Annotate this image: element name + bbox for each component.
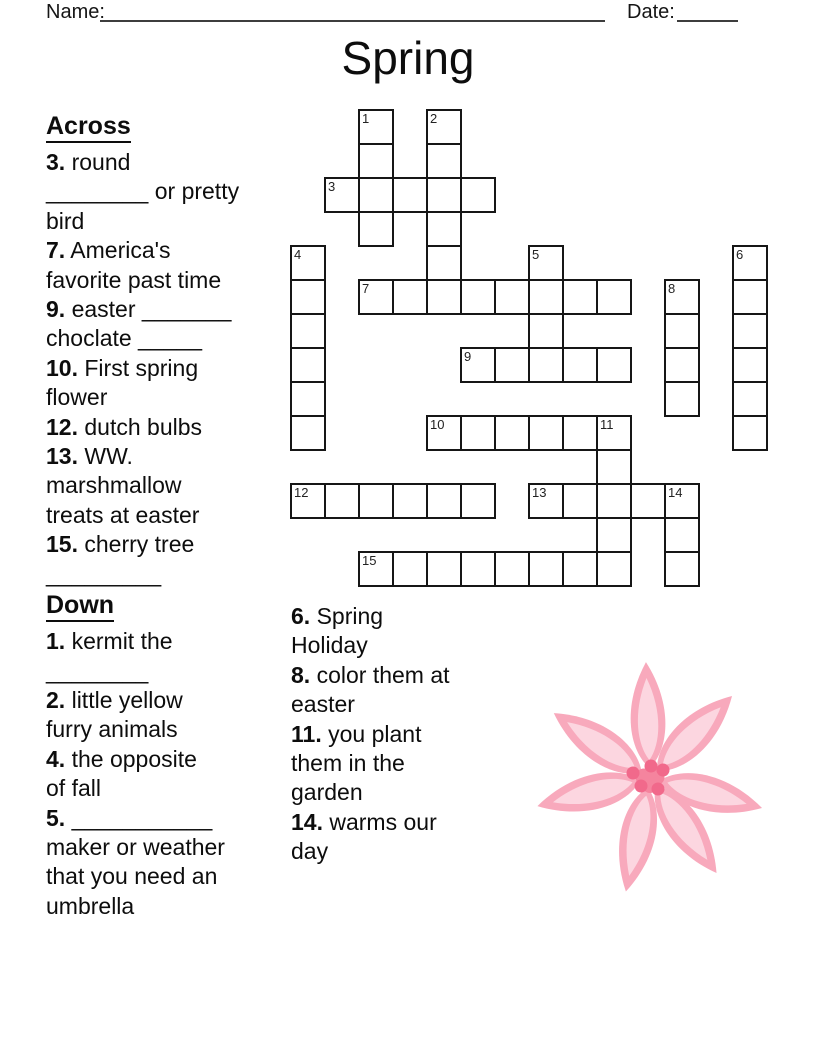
grid-cell[interactable] bbox=[562, 551, 598, 587]
grid-cell[interactable] bbox=[426, 245, 462, 281]
cell-number: 5 bbox=[532, 247, 540, 262]
grid-cell-3[interactable] bbox=[324, 177, 360, 213]
grid-cell[interactable] bbox=[596, 551, 632, 587]
cell-number: 6 bbox=[736, 247, 744, 262]
cell-number: 15 bbox=[362, 553, 377, 568]
clue-item: 9. easter _______ choclate _____ bbox=[46, 296, 232, 352]
grid-cell[interactable] bbox=[426, 143, 462, 179]
grid-cell[interactable] bbox=[732, 381, 768, 417]
cell-number: 7 bbox=[362, 281, 370, 296]
grid-cell[interactable] bbox=[494, 347, 530, 383]
cell-number: 2 bbox=[430, 111, 438, 126]
grid-cell[interactable] bbox=[664, 517, 700, 553]
grid-cell[interactable] bbox=[494, 415, 530, 451]
down-clue-list-1 bbox=[46, 627, 286, 921]
grid-cell[interactable] bbox=[596, 449, 632, 485]
grid-cell[interactable] bbox=[630, 483, 666, 519]
grid-cell[interactable] bbox=[528, 313, 564, 349]
grid-cell[interactable] bbox=[392, 177, 428, 213]
cell-number: 1 bbox=[362, 111, 370, 126]
grid-cell-5[interactable] bbox=[528, 245, 564, 281]
grid-cell[interactable] bbox=[562, 279, 598, 315]
name-fill-line[interactable] bbox=[100, 0, 605, 22]
grid-cell[interactable] bbox=[528, 347, 564, 383]
clue-item: 14. warms our day bbox=[291, 808, 437, 865]
grid-cell[interactable] bbox=[664, 347, 700, 383]
grid-cell[interactable] bbox=[460, 483, 496, 519]
grid-cell[interactable] bbox=[426, 177, 462, 213]
clue-item: 11. you plant them in the garden bbox=[291, 720, 422, 806]
grid-cell[interactable] bbox=[290, 279, 326, 315]
grid-cell[interactable] bbox=[494, 279, 530, 315]
clue-item: 5. ___________ maker or weather that you need an umbrella bbox=[46, 804, 225, 919]
grid-cell-4[interactable] bbox=[290, 245, 326, 281]
grid-cell[interactable] bbox=[732, 279, 768, 315]
cell-number: 10 bbox=[430, 417, 445, 432]
grid-cell[interactable] bbox=[528, 279, 564, 315]
clue-item: 10. First spring flower bbox=[46, 354, 199, 411]
grid-cell-13[interactable] bbox=[528, 483, 564, 519]
grid-cell[interactable] bbox=[358, 211, 394, 247]
across-heading: Across bbox=[46, 112, 131, 143]
grid-cell[interactable] bbox=[290, 313, 326, 349]
grid-cell[interactable] bbox=[596, 347, 632, 383]
clue-item: 8. color them at easter bbox=[291, 661, 450, 718]
clue-item: 12. dutch bulbs bbox=[46, 413, 203, 440]
flower-center-dot bbox=[657, 764, 670, 777]
grid-cell[interactable] bbox=[596, 279, 632, 315]
grid-cell-10[interactable] bbox=[426, 415, 462, 451]
clue-item: 2. little yellow furry animals bbox=[46, 686, 183, 743]
flower-center-dot bbox=[635, 780, 648, 793]
grid-cell[interactable] bbox=[596, 483, 632, 519]
grid-cell[interactable] bbox=[460, 551, 496, 587]
grid-cell[interactable] bbox=[426, 483, 462, 519]
grid-cell[interactable] bbox=[426, 551, 462, 587]
grid-cell-6[interactable] bbox=[732, 245, 768, 281]
cell-number: 8 bbox=[668, 281, 676, 296]
grid-cell[interactable] bbox=[562, 347, 598, 383]
grid-cell[interactable] bbox=[460, 415, 496, 451]
grid-cell[interactable] bbox=[358, 483, 394, 519]
grid-cell[interactable] bbox=[732, 313, 768, 349]
grid-cell[interactable] bbox=[290, 347, 326, 383]
clue-item: 4. the opposite of fall bbox=[46, 745, 197, 802]
clue-item: 6. Spring Holiday bbox=[291, 603, 384, 659]
grid-cell-11[interactable] bbox=[596, 415, 632, 451]
clue-item: 7. America's favorite past time bbox=[46, 237, 222, 293]
grid-cell[interactable] bbox=[664, 313, 700, 349]
cell-number: 9 bbox=[464, 349, 472, 364]
grid-cell[interactable] bbox=[426, 211, 462, 247]
grid-cell[interactable] bbox=[392, 551, 428, 587]
grid-cell-1[interactable] bbox=[358, 109, 394, 145]
grid-cell-14[interactable] bbox=[664, 483, 700, 519]
flower-center-dot bbox=[627, 767, 640, 780]
grid-cell[interactable] bbox=[664, 381, 700, 417]
flower-center-dot bbox=[645, 760, 658, 773]
grid-cell[interactable] bbox=[392, 483, 428, 519]
date-label: Date: bbox=[627, 1, 675, 23]
grid-cell[interactable] bbox=[392, 279, 428, 315]
grid-cell[interactable] bbox=[290, 415, 326, 451]
grid-cell[interactable] bbox=[324, 483, 360, 519]
grid-cell[interactable] bbox=[494, 551, 530, 587]
clue-column-left bbox=[46, 112, 286, 921]
grid-cell-9[interactable] bbox=[460, 347, 496, 383]
grid-cell[interactable] bbox=[528, 551, 564, 587]
clue-item: 1. kermit the ________ bbox=[46, 628, 173, 684]
grid-cell[interactable] bbox=[460, 279, 496, 315]
flower-illustration bbox=[525, 643, 775, 898]
cell-number: 4 bbox=[294, 247, 302, 262]
page-title: Spring bbox=[341, 32, 475, 84]
grid-cell-7[interactable] bbox=[358, 279, 394, 315]
clue-item: 15. cherry tree _________ bbox=[46, 531, 195, 587]
across-clue-list bbox=[46, 148, 286, 589]
name-label: Name: bbox=[46, 1, 105, 23]
grid-cell[interactable] bbox=[562, 415, 598, 451]
cell-number: 13 bbox=[532, 485, 547, 500]
grid-cell[interactable] bbox=[562, 483, 598, 519]
cell-number: 3 bbox=[328, 179, 336, 194]
grid-cell[interactable] bbox=[358, 143, 394, 179]
clue-item: 13. WW. marshmallow treats at easter bbox=[46, 443, 200, 528]
cell-number: 11 bbox=[600, 417, 614, 432]
grid-cell[interactable] bbox=[732, 347, 768, 383]
down-heading: Down bbox=[46, 591, 114, 622]
grid-cell-15[interactable] bbox=[358, 551, 394, 587]
grid-cell[interactable] bbox=[596, 517, 632, 553]
grid-cell[interactable] bbox=[528, 415, 564, 451]
flower-center-dot bbox=[652, 783, 665, 796]
grid-cell-8[interactable] bbox=[664, 279, 700, 315]
clue-item: 3. round ________ or pretty bird bbox=[46, 149, 240, 234]
grid-cell-12[interactable] bbox=[290, 483, 326, 519]
date-fill-line[interactable] bbox=[677, 0, 738, 22]
grid-cell[interactable] bbox=[290, 381, 326, 417]
clue-column-right bbox=[291, 602, 516, 867]
grid-cell[interactable] bbox=[732, 415, 768, 451]
grid-cell[interactable] bbox=[460, 177, 496, 213]
grid-cell[interactable] bbox=[664, 551, 700, 587]
cell-number: 14 bbox=[668, 485, 683, 500]
down-clue-list-2 bbox=[291, 602, 516, 867]
cell-number: 12 bbox=[294, 485, 309, 500]
grid-cell-2[interactable] bbox=[426, 109, 462, 145]
grid-cell[interactable] bbox=[358, 177, 394, 213]
grid-cell[interactable] bbox=[426, 279, 462, 315]
